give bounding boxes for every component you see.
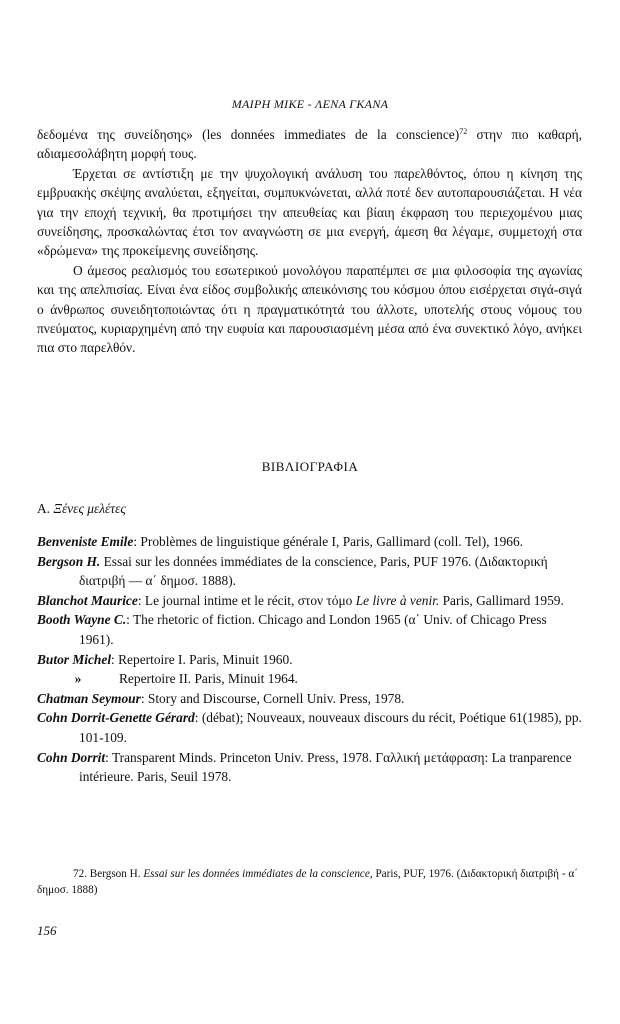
bibliography-entry bbox=[37, 708, 582, 747]
subsection-letter: Α. bbox=[37, 501, 51, 516]
footnote-number: 72. bbox=[73, 868, 87, 880]
footnote bbox=[37, 866, 582, 898]
page-number: 156 bbox=[37, 923, 57, 938]
paragraph-2: Έρχεται σε αντίστιξη με την ψυχολογική ανάλυση του παρελθόντος, όπου η κίνηση της εμβρυακής σκέψης αναλύεται, εξηγείται, συμπυκνώνεται, αλλά ποτέ δεν αυτοπαρουσιάζεται. Η νέα για την εποχή τεχνική, θα προτιμήσει την απευθείας και βίαιη έκφραση του περιεχομένου μιας συνείδησης, προσκαλώντας έτσι τον αναγνώστη σε μια ενεργή, άμεση θα λέγαμε, συμμετοχή στα «δρώμενα» της προκείμενης συνείδησης. bbox=[37, 165, 582, 259]
bibliography-entry bbox=[37, 650, 582, 670]
running-head: ΜΑΙΡΗ ΜΙΚΕ - ΛΕΝΑ ΓΚΑΝΑ bbox=[231, 97, 389, 111]
entry-text: Story and Discourse, Cornell Univ. Press, 1978. bbox=[147, 690, 405, 706]
entry-separator: : bbox=[126, 612, 133, 628]
section-title: ΒΙΒΛΙΟΓΡΑΦΙΑ bbox=[261, 459, 359, 474]
bibliography-entry bbox=[37, 689, 582, 709]
bibliography-entry bbox=[37, 552, 582, 591]
entry-separator: : bbox=[105, 749, 112, 765]
entry-separator: : bbox=[111, 651, 119, 667]
body-text bbox=[37, 125, 582, 358]
entry-text: Essai sur les données immédiates de la conscience, Paris, PUF 1976. (Διδακτορική διατριβή — α΄ δημοσ. 1888). bbox=[79, 553, 548, 589]
entry-text-after: Paris, Gallimard 1959. bbox=[439, 592, 564, 608]
footnote-title: Essai sur les données immédiates de la conscience, bbox=[143, 868, 373, 880]
footnote-author: Bergson H. bbox=[89, 868, 141, 880]
entry-separator: : bbox=[133, 534, 141, 549]
bibliography-entry bbox=[37, 610, 582, 649]
footnote-rest: Paris, PUF, 1976. (Διδακτορική διατριβή - α΄ δημοσ. 1888) bbox=[37, 868, 578, 896]
footnote-ref[interactable]: 72 bbox=[459, 127, 468, 136]
entry-title-italic: Le livre à venir. bbox=[355, 592, 440, 608]
entry-author: Bergson H. bbox=[37, 553, 101, 569]
paragraph-1-text: δεδομένα της συνείδησης» (les données immediates de la conscience) bbox=[37, 127, 460, 142]
entry-author: Cohn Dorrit bbox=[37, 749, 106, 765]
entry-text: Transparent Minds. Princeton Univ. Press, 1978. Γαλλική μετάφραση: La tranparence intérieure. Paris, Seuil 1978. bbox=[79, 749, 572, 785]
entry-separator: : bbox=[194, 710, 202, 726]
subsection-heading bbox=[37, 501, 126, 517]
entry-separator: : bbox=[137, 592, 145, 608]
entry-author: Cohn Dorrit-Genette Gérard bbox=[37, 710, 195, 726]
bibliography-entry bbox=[37, 591, 582, 611]
bibliography-entry bbox=[37, 748, 582, 787]
entry-author: Benveniste Emile bbox=[37, 534, 134, 549]
paragraph-1 bbox=[37, 125, 582, 164]
entry-text: Le journal intime et le récit, στον τόμο bbox=[144, 592, 356, 608]
subsection-title: Ξένες μελέτες bbox=[53, 501, 126, 516]
ditto-mark: » bbox=[74, 671, 82, 687]
entry-text: Repertoire I. Paris, Minuit 1960. bbox=[118, 651, 293, 667]
entry-separator: : bbox=[140, 690, 148, 706]
bibliography-entry bbox=[37, 532, 582, 552]
entry-author: Booth Wayne C. bbox=[37, 612, 127, 628]
entry-text: The rhetoric of fiction. Chicago and London 1965 (α΄ Univ. of Chicago Press 1961). bbox=[79, 612, 547, 647]
paragraph-3: Ο άμεσος ρεαλισμός του εσωτερικού μονολόγου παραπέμπει σε μια φιλοσοφία της αγωνίας και της απελπισίας. Είναι ένα είδος συμβολικής απεικόνισης του κόσμου όπου εισέρχεται σιγά-σιγά ο άνθρωπος συνειδητοποιώντας ότι η πραγματικότητά του άλλοτε, υποτελής στους νόμους του πνεύματος, κυριαρχημένη από την ευφυία και παρουσιασμένη μέσα από ένα συνεκτικό λόγο, ανήκει πια στο παρελθόν. bbox=[37, 262, 582, 356]
entry-text: Repertoire II. Paris, Minuit 1964. bbox=[119, 671, 298, 687]
bibliography-entry bbox=[37, 669, 582, 689]
bibliography-list bbox=[37, 532, 582, 787]
entry-author: Butor Michel bbox=[37, 651, 112, 667]
footnote-text bbox=[37, 866, 582, 898]
entry-text: (débat); Nouveaux, nouveaux discours du récit, Poétique 61(1985), pp. 101-109. bbox=[79, 710, 582, 745]
entry-author: Blanchot Maurice bbox=[37, 592, 138, 608]
entry-text: Problèmes de linguistique générale I, Paris, Gallimard (coll. Tel), 1966. bbox=[140, 534, 524, 549]
paragraph-1-text-end: στην πιο καθαρή, αδιαμεσολάβητη μορφή τους. bbox=[37, 127, 582, 162]
entry-author: Chatman Seymour bbox=[37, 690, 141, 706]
